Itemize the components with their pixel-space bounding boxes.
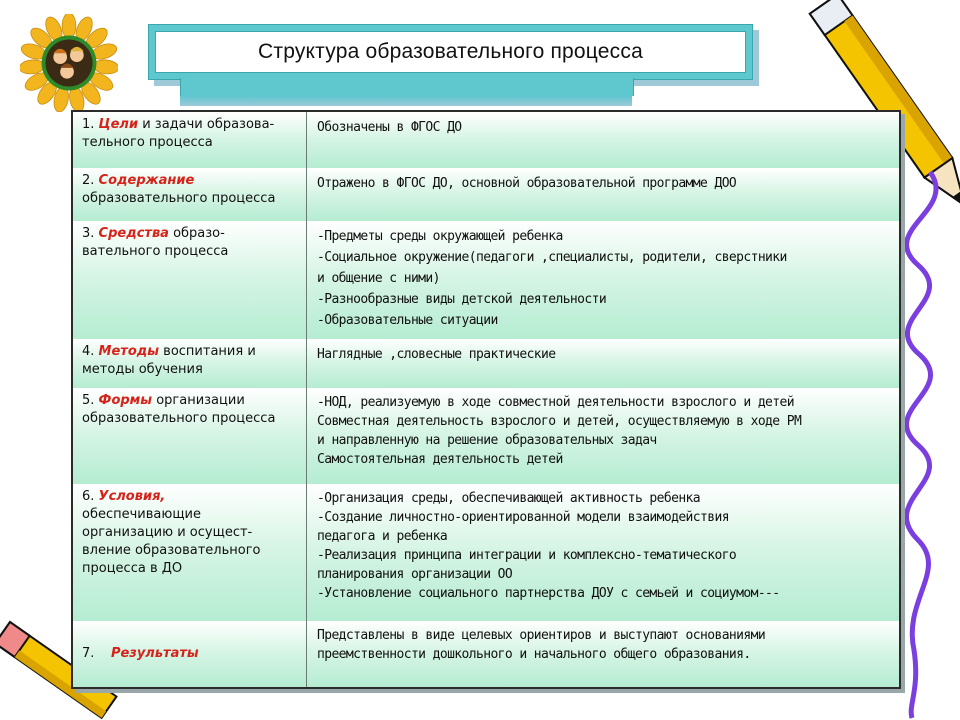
description-line: Наглядные ,словесные практические [317, 347, 556, 362]
row-number: 2. [82, 173, 95, 188]
row-label-line: образо- [168, 226, 225, 241]
row-keyword: Содержание [98, 173, 195, 188]
row-number: 4. [82, 344, 95, 359]
row-label-line: образовательного процесса [82, 191, 276, 206]
description-line: планирования организации ОО [317, 567, 513, 582]
row-label [73, 339, 307, 388]
row-description [307, 221, 899, 339]
title-connector-shadow [180, 96, 632, 106]
row-label-line: организации [152, 393, 245, 408]
description-line: Обозначены в ФГОС ДО [317, 120, 462, 135]
row-label-line: тельного процесса [82, 135, 213, 150]
row-number: 5. [82, 393, 95, 408]
table-row-means [73, 221, 899, 340]
structure-table [71, 110, 901, 689]
description-line: -Образовательные ситуации [317, 313, 498, 328]
row-label [73, 621, 307, 687]
row-label-line: методы обучения [82, 362, 203, 377]
description-line: -Создание личностно-ориентированной модели взаимодействия [317, 510, 729, 525]
sunflower-children-logo [20, 14, 118, 112]
row-label [73, 221, 307, 339]
description-line: Отражено в ФГОС ДО, основной образовательной программе ДОО [317, 176, 737, 191]
row-label-line: образовательного процесса [82, 411, 276, 426]
row-label [73, 112, 307, 168]
row-description [307, 112, 899, 168]
description-line: и направленную на решение образовательных задач [317, 433, 657, 448]
title-box [148, 24, 753, 80]
description-line: Совместная деятельность взрослого и детей, осуществляемую в ходе РМ [317, 414, 802, 429]
title-connector [180, 78, 634, 96]
description-line: и общение с ними) [317, 271, 440, 286]
description-line: -Установление социального партнерства ДОУ с семьей и социумом--- [317, 586, 780, 601]
row-description [307, 621, 899, 687]
description-line: -Реализация принципа интеграции и комплексно-тематического [317, 548, 737, 563]
row-label-line: вление образовательного [82, 543, 261, 558]
table-row-conditions [73, 484, 899, 622]
row-keyword: Результаты [110, 646, 199, 661]
row-keyword: Средства [98, 226, 169, 241]
description-line: преемственности дошкольного и начального общего образования. [317, 647, 751, 662]
row-keyword: Методы [98, 344, 160, 359]
description-line: педагога и ребенка [317, 529, 448, 544]
row-number: 6. [82, 489, 95, 504]
row-label [73, 168, 307, 221]
row-label-line: и задачи образова- [138, 117, 275, 132]
row-label [73, 388, 307, 484]
table-row-content [73, 168, 899, 222]
row-description [307, 484, 899, 621]
row-keyword: Формы [98, 393, 153, 408]
description-line: -Предметы среды окружающей ребенка [317, 229, 563, 244]
row-keyword: Цели [98, 117, 139, 132]
description-line: -Организация среды, обеспечивающей активность ребенка [317, 491, 701, 506]
row-label-line: обеспечивающие [82, 507, 202, 522]
title-inner [155, 31, 746, 73]
row-number: 3. [82, 226, 95, 241]
table-row-methods [73, 339, 899, 389]
row-label-line: вательного процесса [82, 244, 229, 259]
description-line: -Социальное окружение(педагоги ,специалисты, родители, сверстники [317, 250, 787, 265]
description-line: -Разнообразные виды детской деятельности [317, 292, 607, 307]
row-number: 1. [82, 117, 95, 132]
row-label-line: воспитания и [159, 344, 256, 359]
table-row-results [73, 621, 899, 687]
row-number: 7. [82, 646, 95, 661]
row-label [73, 484, 307, 621]
description-line: Представлены в виде целевых ориентиров и выступают основаниями [317, 628, 766, 643]
description-line: Самостоятельная деятельность детей [317, 452, 563, 467]
row-keyword: Условия, [98, 489, 166, 504]
table-row-forms [73, 388, 899, 485]
row-description [307, 388, 899, 484]
row-description [307, 339, 899, 388]
page-title: Структура образовательного процесса [258, 40, 643, 63]
row-label-line: процесса в ДО [82, 561, 183, 576]
row-label-line: организацию и осущест- [82, 525, 253, 540]
description-line: -НОД, реализуемую в ходе совместной деятельности взрослого и детей [317, 395, 794, 410]
table-row-goals [73, 112, 899, 169]
row-description [307, 168, 899, 221]
